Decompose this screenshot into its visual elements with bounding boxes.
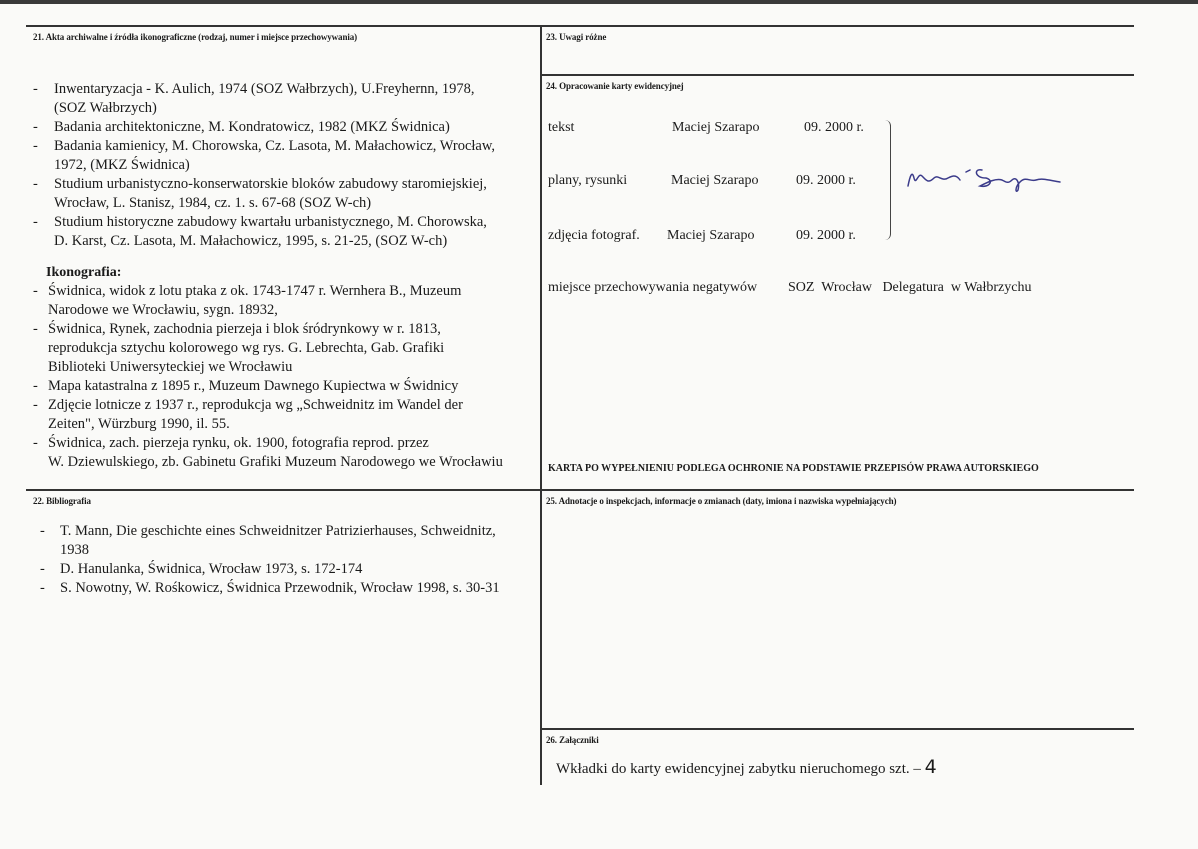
bibliography-item	[28, 579, 540, 598]
list-item-line: Studium urbanistyczno-konserwatorskie bloków zabudowy staromiejskiej,	[54, 176, 487, 192]
archive-item	[28, 80, 540, 118]
row-tekst-date: 09. 2000 r.	[804, 120, 864, 135]
top-border	[0, 0, 1198, 4]
archives-list	[28, 80, 540, 251]
list-item-line: Narodowe we Wrocławiu, sygn. 18932,	[48, 302, 278, 318]
row-plany-label: plany, rysunki	[548, 173, 628, 188]
section-21-title: 21. Akta archiwalne i źródła ikonograficzne (rodzaj, numer i miejsce przechowywania)	[33, 32, 358, 42]
list-item-line: T. Mann, Die geschichte eines Schweidnitzer Patrizierhauses, Schweidnitz,	[60, 523, 496, 539]
row-zdjecia-date: 09. 2000 r.	[796, 228, 856, 243]
ikonografia-item	[28, 396, 540, 434]
row-zdjecia-label: zdjęcia fotograf.	[548, 228, 640, 243]
row-tekst-label: tekst	[548, 120, 575, 135]
list-item-line: Wrocław, L. Stanisz, 1984, cz. 1. s. 67-68 (SOZ W-ch)	[54, 195, 372, 211]
list-dash: -	[33, 176, 38, 192]
list-item-line: W. Dziewulskiego, zb. Gabinetu Grafiki Muzeum Narodowego we Wrocławiu	[48, 454, 503, 470]
list-dash: -	[33, 397, 38, 413]
attachments-text: Wkładki do karty ewidencyjnej zabytku nieruchomego szt. –	[556, 761, 921, 777]
archive-item	[28, 137, 540, 175]
list-dash: -	[33, 138, 38, 154]
column-divider	[540, 25, 542, 785]
ikonografia-list	[28, 282, 540, 472]
list-item-line: D. Hanulanka, Świdnica, Wrocław 1973, s. 172-174	[60, 561, 363, 577]
ikonografia-item	[28, 320, 540, 377]
section-22-content	[28, 522, 540, 598]
list-dash: -	[40, 561, 45, 577]
divider-24-25	[541, 489, 1134, 491]
grouping-brace	[878, 120, 891, 240]
list-dash: -	[40, 523, 45, 539]
list-dash: -	[33, 435, 38, 451]
ikonografia-item	[28, 282, 540, 320]
list-item-line: (SOZ Wałbrzych)	[54, 100, 157, 116]
ikonografia-heading: Ikonografia:	[46, 265, 122, 280]
negatives-value: SOZ Wrocław Delegatura w Wałbrzychu	[788, 280, 1032, 295]
row-tekst-name: Maciej Szarapo	[672, 120, 760, 135]
section-21-content	[28, 80, 540, 472]
divider-25-26	[541, 728, 1134, 730]
list-item-line: 1972, (MKZ Świdnica)	[54, 157, 190, 173]
list-item-line: Świdnica, Rynek, zachodnia pierzeja i blok śródrynkowy w r. 1813,	[48, 321, 441, 337]
ikonografia-item	[28, 434, 540, 472]
list-item-line: Inwentaryzacja - K. Aulich, 1974 (SOZ Wałbrzych), U.Freyhernn, 1978,	[54, 81, 475, 97]
list-item-line: reprodukcja sztychu kolorowego wg rys. G. Lebrechta, Gab. Grafiki	[48, 340, 445, 356]
row-zdjecia-name: Maciej Szarapo	[667, 228, 755, 243]
bibliography-item	[28, 560, 540, 579]
attachments-count: 4	[924, 756, 937, 778]
negatives-label: miejsce przechowywania negatywów	[548, 280, 758, 295]
list-item-line: Mapa katastralna z 1895 r., Muzeum Dawnego Kupiectwa w Świdnicy	[48, 378, 459, 394]
row-plany-date: 09. 2000 r.	[796, 173, 856, 188]
list-dash: -	[33, 283, 38, 299]
list-item-line: Studium historyczne zabudowy kwartału urbanistycznego, M. Chorowska,	[54, 214, 487, 230]
list-item-line: Zeiten", Würzburg 1990, il. 55.	[48, 416, 230, 432]
list-dash: -	[33, 321, 38, 337]
row-plany-name: Maciej Szarapo	[671, 173, 759, 188]
ikonografia-item	[28, 377, 540, 396]
list-item-line: Świdnica, widok z lotu ptaka z ok. 1743-1747 r. Wernhera B., Muzeum	[48, 283, 462, 299]
list-dash: -	[33, 378, 38, 394]
list-dash: -	[33, 81, 38, 97]
list-item-line: Badania architektoniczne, M. Kondratowicz, 1982 (MKZ Świdnica)	[54, 119, 450, 135]
bibliography-item	[28, 522, 540, 560]
list-item-line: Badania kamienicy, M. Chorowska, Cz. Lasota, M. Małachowicz, Wrocław,	[54, 138, 496, 154]
copyright-note: KARTA PO WYPEŁNIENIU PODLEGA OCHRONIE NA PODSTAWIE PRZEPISÓW PRAWA AUTORSKIEGO	[548, 463, 1039, 474]
archive-item	[28, 213, 540, 251]
list-item-line: Zdjęcie lotnicze z 1937 r., reprodukcja wg „Schweidnitz im Wandel der	[48, 397, 463, 413]
list-item-line: Świdnica, zach. pierzeja rynku, ok. 1900, fotografia reprod. przez	[48, 435, 429, 451]
section-25-title: 25. Adnotacje o inspekcjach, informacje o zmianach (daty, imiona i nazwiska wypełniających)	[546, 496, 897, 506]
list-item-line: Biblioteki Uniwersyteckiej we Wrocławiu	[48, 359, 293, 375]
section-22-title: 22. Bibliografia	[33, 496, 91, 506]
list-item-line: 1938	[60, 542, 89, 558]
archive-item	[28, 175, 540, 213]
section-26-title: 26. Załączniki	[546, 735, 599, 745]
list-dash: -	[33, 214, 38, 230]
divider-21-22	[26, 489, 540, 491]
list-item-line: S. Nowotny, W. Rośkowicz, Świdnica Przewodnik, Wrocław 1998, s. 30-31	[60, 580, 500, 596]
section-24-title: 24. Opracowanie karty ewidencyjnej	[546, 81, 684, 91]
divider-23-24	[541, 74, 1134, 76]
handwritten-signature	[900, 158, 1070, 198]
list-item-line: D. Karst, Cz. Lasota, M. Małachowicz, 1995, s. 21-25, (SOZ W-ch)	[54, 233, 448, 249]
bibliography-list	[28, 522, 540, 598]
list-dash: -	[33, 119, 38, 135]
archive-item	[28, 118, 540, 137]
list-dash: -	[40, 580, 45, 596]
section-23-title: 23. Uwagi różne	[546, 32, 607, 42]
attachments-line	[556, 756, 937, 778]
